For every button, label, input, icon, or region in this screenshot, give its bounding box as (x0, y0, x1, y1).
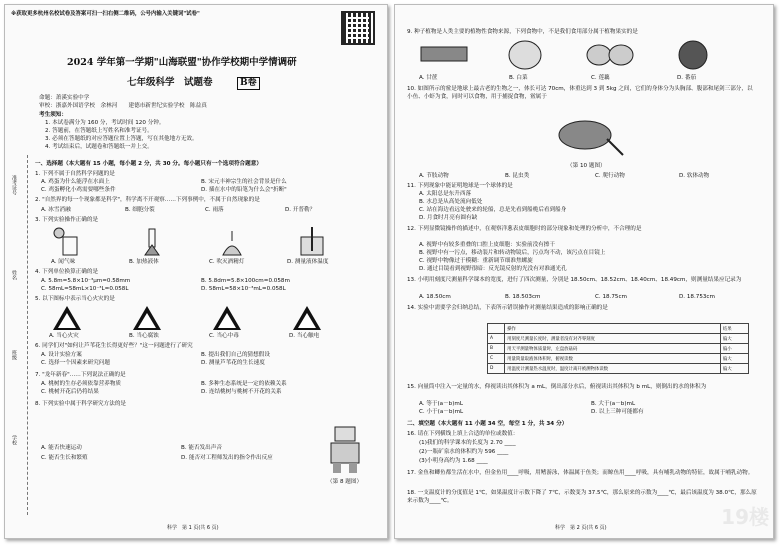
notice-item: 4. 考试结束后，试题卷和答题纸一并上交。 (45, 144, 153, 150)
option: B. 昆虫类 (505, 173, 530, 179)
exam-page-1 (4, 4, 388, 539)
option: D. 软体动物 (679, 173, 710, 179)
exam-page-2 (394, 4, 774, 539)
option: C. 58mL=58mL×10⁻³L=0.058L (41, 286, 129, 292)
option: C. 站在海边看远处驶来的轮船，总是先看到船桅后看到船身 (419, 207, 567, 213)
notice-item: 3. 必须在答题纸的对应答题位置上答题，写在其他地方无效。 (45, 136, 198, 142)
version-badge: B卷 (237, 77, 260, 90)
sugarcane-image (419, 39, 469, 69)
side-label-exam-number: 准考证号 (11, 175, 17, 195)
table-cell: 偏大 (720, 334, 748, 344)
table-cell: A (488, 334, 505, 344)
option: D. 能否对工程师发出的指令作出反应 (181, 455, 273, 461)
option: D. 月食时月亮有圆有缺 (419, 215, 478, 221)
option: D. 测量液体温度 (287, 259, 329, 265)
fire-warning-icon (53, 306, 81, 330)
tomato-image (673, 37, 713, 71)
side-label-school: 学校 (11, 435, 17, 445)
question-7: 7. "龙年新春"……下列说法正确的是 (35, 372, 126, 378)
option: C. 当心中毒 (209, 333, 239, 339)
author-line-1: 命题：萧溪实验中学 (39, 95, 90, 101)
option: D. 以上三种可能都有 (591, 409, 644, 415)
option: A. 闻气味 (51, 259, 76, 265)
figure-caption: （第 8 题图） (327, 479, 363, 485)
option: B. 大于(a－b)mL (591, 401, 636, 407)
question-18: 18. 一支温度计的分度值是 1℃，如果温度计示数下降了 7℃，示数变为 37.5℃，那么原来的示数为____℃，最后该温度为 38.0℃，那么原来示数为____℃。 (407, 490, 757, 504)
option: A. 节肢动物 (419, 173, 449, 179)
option: D. 测量芦苇花的生长速度 (201, 360, 265, 366)
binding-line (27, 155, 28, 515)
qr-code-icon[interactable] (341, 11, 375, 45)
horseshoe-crab-image (555, 115, 625, 159)
side-label-class: 班级 (11, 350, 17, 360)
q14-table (487, 323, 749, 374)
question-6: 6. 同学们对"如何让芦苇花生长得更好些？"这一问题进行了研究 (35, 343, 193, 349)
poison-warning-icon (213, 306, 241, 330)
page-footer: 科学 第 2 页(共 6 页) (555, 525, 607, 531)
heat-liquid-icon (133, 227, 173, 257)
question-10: 10. 如图所示的鲎是地球上最古老的生物之一，体长可达 70cm，体重达到 3 到 5kg 之间，它们的身体分为头胸部、腹部和尾剑三部分，以小鱼、小虾为食，同时可以食物，用于捕捉食物，鲎属于 (407, 86, 753, 100)
exam-subtitle: 七年级科学 试题卷 (127, 77, 213, 88)
fill-item: (1)我们的科学课本的长度为 2.70 ____ (419, 440, 516, 446)
table-cell: 偏小 (720, 344, 748, 354)
lotus-root-image (585, 39, 635, 69)
table-row (488, 344, 749, 354)
table-cell: B (488, 344, 505, 354)
section-2-heading: 二、填空题（本大题有 11 小题 34 空，每空 1 分，共 34 分） (407, 421, 568, 427)
exam-title: 2024 学年第一学期"山海联盟"协作学校期中学情调研 (67, 57, 297, 68)
option: A. 当心火灾 (49, 333, 79, 339)
table-cell: 用量筒量取液体体积时，俯视读数 (505, 354, 721, 364)
thermometer-icon (293, 227, 333, 257)
option: D. 58mL=58×10⁻³mL=0.058L (201, 286, 286, 292)
question-1: 1. 下列不属于自然科学问题的是 (35, 171, 115, 177)
page-footer: 科学 第 1 页(共 6 页) (167, 525, 219, 531)
option: C. 莲藕 (591, 75, 610, 81)
option: B. 提出我们自己的猜想假设 (201, 352, 270, 358)
author-line-2: 审校：浙嘉外国语学校 余林河 建德市新世纪实验学校 陈益真 (39, 103, 207, 109)
option: C. 视野中物像过于模糊：重新调节细准焦螺旋 (419, 258, 533, 264)
option: A. 5.8m=5.8×10⁻³μm=0.58mm (41, 278, 131, 284)
question-11: 11. 下列现象中能证明地球是一个球体的是 (407, 183, 513, 189)
option: A. 太阳总是东升西落 (419, 191, 472, 197)
table-cell: 用天平测量物体质量时，左盘放砝码 (505, 344, 721, 354)
option: C. 爬行动物 (595, 173, 625, 179)
option: D. 番茄 (677, 75, 697, 81)
table-cell: 用刻度尺测量长度时，测量者没有对齐零刻度 (505, 334, 721, 344)
table-row (488, 364, 749, 374)
question-14: 14. 实验中需要学会归纳总结，下表所示错误操作对测量结果造成的影响正确的是 (407, 305, 608, 311)
table-cell: D (488, 364, 505, 374)
corrosion-warning-icon (133, 306, 161, 330)
side-label-name: 姓名 (11, 270, 17, 280)
option: A. 鸡蛋为什么能浮在水面上 (41, 179, 110, 185)
option: D. 通过目镜看到视野很暗：反光镜反射的光没有对准通光孔 (419, 266, 567, 272)
table-cell: 结果 (720, 324, 748, 334)
option: C. 小于(a－b)mL (419, 409, 464, 415)
option: D. 18.753cm (679, 294, 715, 300)
option: B. 细胞分裂 (125, 207, 155, 213)
watermark-logo: 19楼 (721, 505, 769, 529)
question-17: 17. 金鱼和鲫鱼都生活在水中，但金鱼用____呼吸，用鳍游泳，体温属于鱼类；而鲸鱼用____呼吸，具有哺乳动物的特征，故属于哺乳动物。 (407, 470, 754, 476)
table-cell: 用温度计测量热水温度时，温度计离开被测物体读数 (505, 364, 721, 374)
option: C. 吹灭酒精灯 (209, 259, 245, 265)
question-9: 9. 种子植物是人类主要的植物性食物来源，下列食物中，不是我们食用部分属于植物果实的是 (407, 29, 638, 35)
section-1-heading: 一、选择题（本大题有 15 小题，每小题 2 分，共 30 分。每小题只有一个选项符合题意） (35, 161, 262, 167)
option: A. 设计实验方案 (41, 352, 82, 358)
option: D. 开普勒？ (285, 207, 316, 213)
smell-experiment-icon (51, 227, 91, 257)
option: B. 水总是从高处流向低处 (419, 199, 483, 205)
option: A. 甘蔗 (419, 75, 438, 81)
fill-item: (3)小明身高约为 1.68 ____ (419, 458, 488, 464)
option: B. 宋元丰神宗生的社会背景是什么 (201, 179, 287, 185)
table-row (488, 354, 749, 364)
option: A. 桃树的生存必须依靠营养物质 (41, 381, 122, 387)
table-header-row (488, 324, 749, 334)
robot-figure-icon (323, 425, 367, 475)
cabbage-image (505, 37, 545, 71)
question-8: 8. 下列实验中属于科学研究方法的是 (35, 401, 127, 407)
option: C. 桃树开花后仍将结果 (41, 389, 99, 395)
option: B. 加热液体 (129, 259, 159, 265)
notice-heading: 考生须知： (39, 112, 67, 118)
option: B. 当心腐蚀 (129, 333, 159, 339)
table-cell (488, 324, 505, 334)
option: D. 连结桃树与桃树不开花的关系 (201, 389, 282, 395)
table-cell: 操作 (505, 324, 721, 334)
alcohol-lamp-icon (213, 227, 253, 257)
question-4: 4. 下列单位换算正确的是 (35, 269, 99, 275)
option: A. 等于(a－b)mL (419, 401, 463, 407)
option: B. 5.8dm=5.8×100cm=0.058m (201, 278, 290, 284)
table-cell: C (488, 354, 505, 364)
option: C. 能否生长和繁殖 (41, 455, 88, 461)
question-5: 5. 以下图标中表示当心火灾的是 (35, 296, 115, 302)
option: B. 白菜 (509, 75, 528, 81)
electric-warning-icon (293, 306, 321, 330)
question-15: 15. 向量筒中注入一定量的水，仰视读出其体积为 a mL，倒出部分水后，俯视读出其体积为 b mL，则倒出的水的体积为 (407, 384, 707, 390)
question-16: 16. 请在下列横线上填上合适的单位或数值： (407, 431, 519, 437)
question-13: 13. 小明用刻度尺测量科学课本的宽度，进行了四次测量，分别是 18.50cm、18.52cm、18.40cm、18.49cm，则测量结果应记录为 (407, 277, 742, 283)
option: C. 鸡蛋孵化小鸡需要哪些条件 (41, 187, 116, 193)
option: B. 能否发出声音 (181, 445, 222, 451)
option: C. 雨落 (205, 207, 224, 213)
option: C. 18.75cm (595, 294, 628, 300)
option: C. 选择一个因素来研究问题 (41, 360, 110, 366)
option: B. 视野中有一污点，移动装片和转动物镜后，污点均不动，该污点在目镜上 (419, 250, 606, 256)
notice-item: 1. 本试卷满分为 160 分，考试时间 120 分钟。 (45, 120, 165, 126)
question-12: 12. 下列显微镜操作的描述中，在观察洋葱表皮细胞时的部分现象和处理的分析中，不合理的是 (407, 226, 642, 232)
table-cell: 偏大 (720, 354, 748, 364)
download-notice: ※获取更多杭州名校试卷及答案可扫一扫右侧二维码，公号内输入关键词"试卷" (11, 11, 200, 17)
option: A. 冰雪消融 (41, 207, 71, 213)
option: A. 18.50cm (419, 294, 451, 300)
option: A. 视野中有较多重叠的口腔上皮细胞：实验前没有擦干 (419, 242, 555, 248)
option: D. 当心触电 (289, 333, 320, 339)
fill-item: (2)一瓶矿泉水的体积约为 596 ____ (419, 449, 509, 455)
option: B. 多种生态系统是一定的依赖关系 (201, 381, 287, 387)
question-2: 2. "自然界的每一个现象都是科学"，科学离不开观察……下列事例中，不属于自然现象的是 (35, 197, 260, 203)
notice-item: 2. 答题前，在答题纸上写姓名和准考证号。 (45, 128, 153, 134)
question-3: 3. 下列实验操作正确的是 (35, 217, 99, 223)
option: D. 插在水中的铅笔为什么会"折断" (201, 187, 287, 193)
option: B. 18.503cm (505, 294, 541, 300)
figure-caption: （第 10 题图） (567, 163, 606, 169)
option: A. 能否快速运动 (41, 445, 82, 451)
table-cell: 偏大 (720, 364, 748, 374)
table-row (488, 334, 749, 344)
